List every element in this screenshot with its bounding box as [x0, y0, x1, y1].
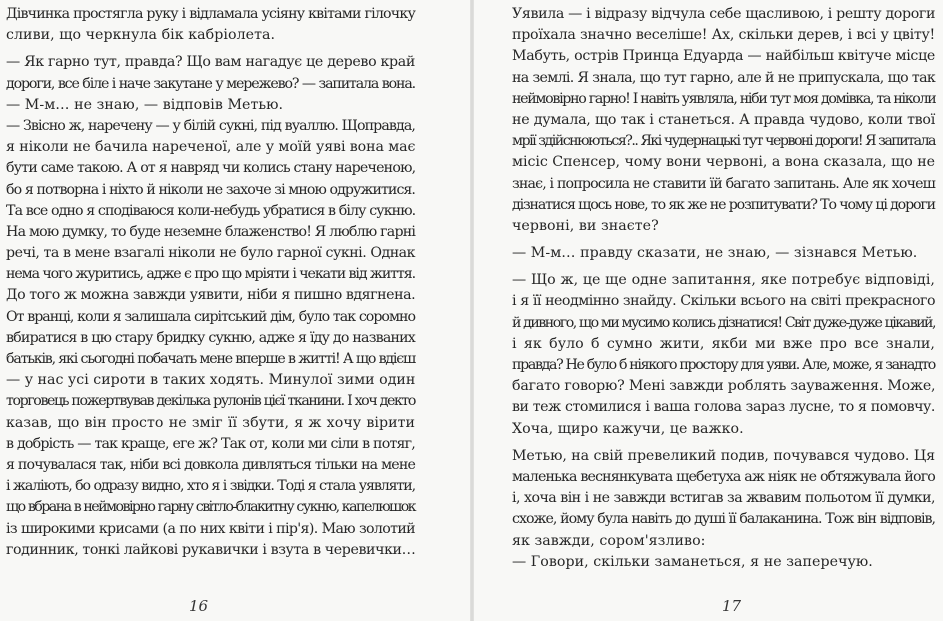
text-line: багато говорю? Мені завжди роблять зауваження. Може, — [512, 378, 936, 395]
text-line: мрії здійснюються?.. Які чудернацькі тут червоні дороги! Я запитала — [512, 133, 935, 150]
text-line: До того ж можна завжди уявити, ніби я пишно вдягнена. — [6, 287, 416, 304]
text-line: і жаліють, бо одразу видно, хто я і звідки. Тоді я стала уявляти, — [6, 478, 415, 495]
text-line: червоні, ви знаєте? — [512, 217, 659, 234]
text-line: На мою думку, то буде неземне блаженство! Я люблю гарні — [6, 223, 416, 240]
text-line: бути саме такою. А от я навряд чи колись стану нареченою, — [6, 160, 416, 177]
text-line: Метью, на свій превеликий подив, почувався чудово. Ця — [512, 447, 935, 464]
text-line: не думала, що так і станеться. А правда чудово, коли твої — [512, 111, 935, 128]
text-line: — М-м… правду сказати, не знаю, — зізнався Метью. — [512, 245, 918, 262]
text-line: як завжди, сором'язливо: — [512, 532, 706, 549]
text-line: знає, і попросила не ставити їй багато запитань. Але як хочеш — [512, 175, 935, 192]
page-number: 17 — [722, 597, 742, 615]
text-line: із широкими крисами (а по них квіти і пір'я). Маю золотий — [6, 520, 415, 537]
text-line: торговець пожертвував декілька рулонів цієї тканини. І хоч декто — [6, 393, 415, 410]
text-line: батьків, які сьогодні побачать мене вперше в житті! А що вдієш — [6, 351, 415, 367]
text-line: вбиратися в цю стару бридку сукню, адже я їду до названих — [6, 329, 415, 346]
text-line: схоже, йому була навіть до душі її балаканина. Тож він відповів, — [512, 511, 935, 528]
text-line: Дівчинка простягла руку і відламала усіяну квітами гілочку — [6, 6, 415, 22]
text-line: годинник, тонкі лайкові рукавички і взута в черевички… — [6, 541, 416, 558]
right-page — [474, 0, 943, 621]
text-line: маленька веснянкувата щебетуха аж ніяк не обтяжувала його — [512, 468, 935, 485]
text-line: дізнатися щось нове, то як же не розпитувати? То чому ці дороги — [512, 196, 935, 213]
text-line: речі, та в мене взагалі ніколи не було гарної сукні. Однак — [6, 245, 415, 262]
text-line: проїхала значно веселіше! Ах, скільки дерев, і всі у цвіту! — [512, 27, 935, 44]
left-page-text — [6, 4, 415, 561]
text-line: і, хоча він і не завжди встигав за жвавим польотом її думки, — [512, 490, 935, 507]
text-line: Хоча, щиро кажучи, це важко. — [512, 420, 744, 437]
text-line: От вранці, коли я залишала сирітський дім, було так соромно — [6, 308, 415, 325]
text-line: нема чого журитись, адже є про що мріяти і чекати від життя. — [6, 266, 415, 283]
right-page-text — [512, 4, 935, 573]
text-line: Та все одно я сподіваюся коли-небудь убратися в білу сукню. — [6, 202, 416, 219]
text-line: що вбрана в неймовірно гарну світло-блакитну сукню, капелюшок — [6, 499, 415, 516]
text-line: — у нас усі сироти в таких ходять. Минулої зими один — [6, 372, 416, 389]
text-line: — Що ж, це ще одне запитання, яке потребує відповіді, — [512, 272, 935, 289]
text-line: я почувалася так, ніби всі довкола дивляться тільки на мене — [6, 456, 415, 473]
text-line: і як було б сумно жити, якби ми вже про все знали, — [512, 335, 935, 352]
text-line: й дивного, що ми мусимо колись дізнатися! Світ дуже-дуже цікавий, — [512, 314, 935, 331]
text-line: бо я потворна і ніхто й ніколи не захоче зі мною одружитися. — [6, 181, 415, 198]
text-line: дороги, все біле і наче закутане у мережево? — запитала вона. — [6, 75, 415, 92]
text-line: ви теж стомилися і ваша голова зараз лусне, то я помовчу. — [512, 399, 935, 416]
text-line: неймовірно гарно! І навіть уявляла, ніби тут моя домівка, та ніколи — [512, 90, 936, 107]
text-line: — Звісно ж, наречену — у білій сукні, під вуаллю. Щоправда, — [6, 117, 415, 134]
text-line: на землі. Я знала, що тут гарно, але й не припускала, що так — [512, 69, 935, 86]
left-page — [0, 0, 470, 621]
page-number: 16 — [189, 597, 209, 615]
text-line: правда? Не було б ніякого простору для уяви. Але, може, я занадто — [512, 357, 935, 373]
text-line: я ніколи не бачила нареченої, але у моїй уяві вона має — [6, 139, 416, 156]
text-line: — Говори, скільки заманеться, я не заперечую. — [512, 553, 873, 570]
text-line: місіс Спенсер, чому вони червоні, а вона сказала, що не — [512, 154, 935, 171]
text-line: сливи, що черкнула бік кабріолета. — [6, 27, 276, 44]
text-line: і я її неодмінно знайду. Скільки всього на світі прекрасного — [512, 293, 935, 310]
text-line: Мабуть, острів Принца Едуарда — найбільш квітуче місце — [512, 48, 935, 65]
text-line: — М-м… не знаю, — відповів Метью. — [6, 96, 284, 113]
text-line: — Як гарно тут, правда? Що вам нагадує це дерево край — [6, 54, 415, 71]
text-line: Уявила — і відразу відчула себе щасливою, і решту дороги — [512, 6, 936, 22]
text-line: в добрість — так краще, еге ж? Так от, коли ми сіли в потяг, — [6, 435, 415, 452]
text-line: казав, що він просто не зміг її збути, я ж хочу вірити — [6, 414, 415, 431]
